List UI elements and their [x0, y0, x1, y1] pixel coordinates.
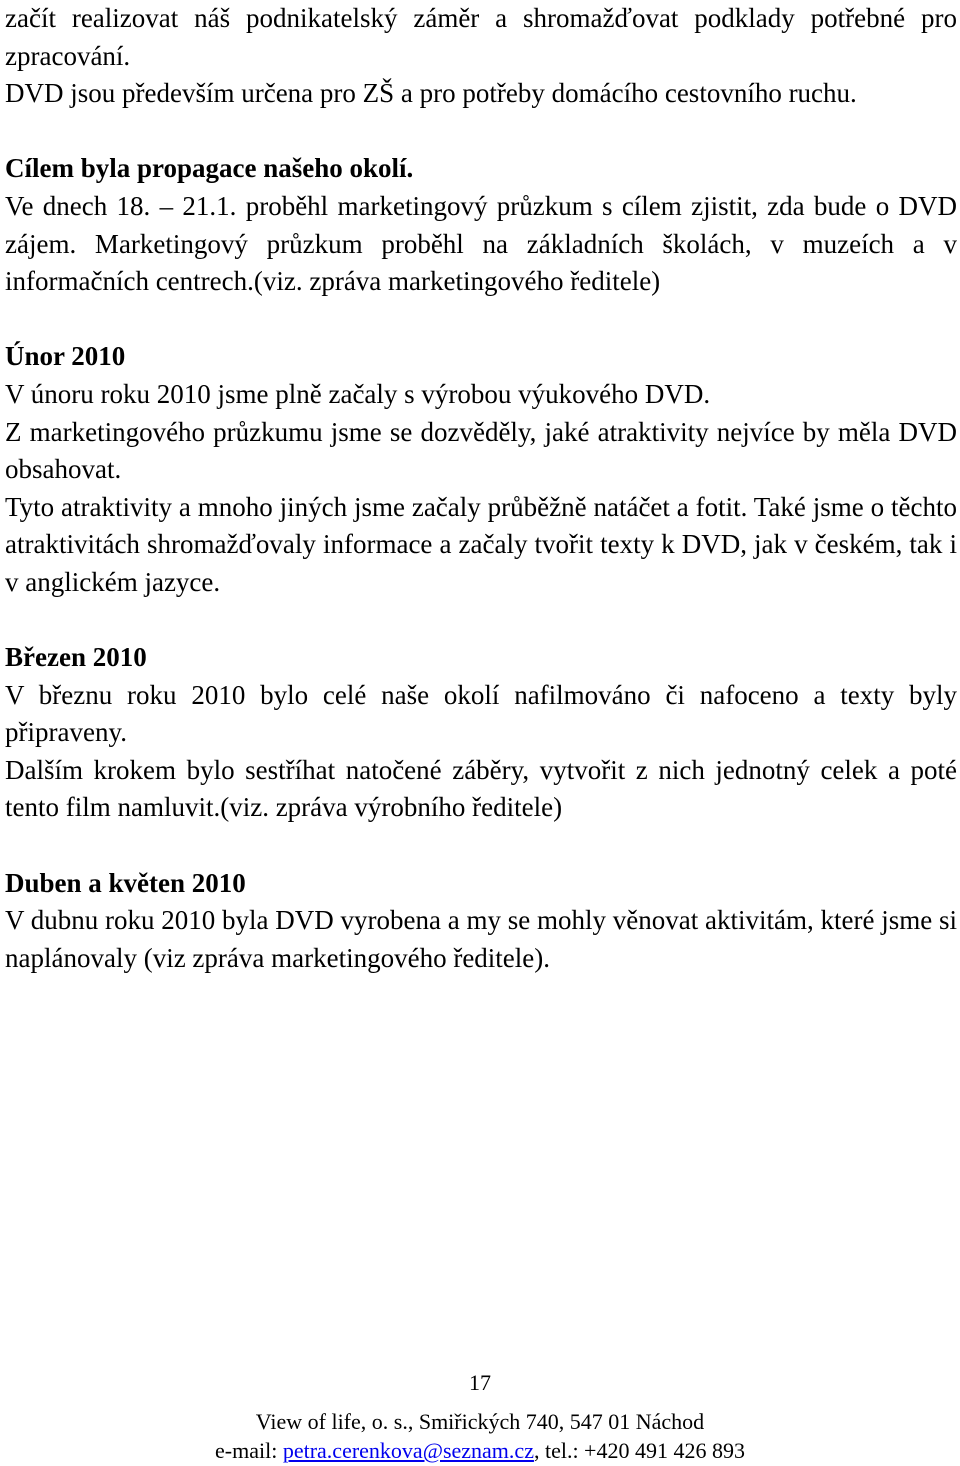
spacer	[5, 301, 957, 339]
footer-address: View of life, o. s., Smiřických 740, 547 01 Náchod	[255, 1409, 705, 1434]
paragraph-april-may: V dubnu roku 2010 byla DVD vyrobena a my se mohly věnovat aktivitám, které jsme si naplánovaly (viz zpráva marketingového ředitele).	[5, 905, 957, 973]
spacer	[5, 602, 957, 640]
paragraph-intro-1: začít realizovat náš podnikatelský záměr a shromažďovat podklady potřebné pro zpracování.	[5, 3, 957, 71]
footer-contact	[0, 1438, 960, 1464]
document-body	[5, 0, 957, 977]
phone-text: , tel.: +420 491 426 893	[533, 1438, 745, 1463]
paragraph-goal: Ve dnech 18. – 21.1. proběhl marketingový průzkum s cílem zjistit, zda bude o DVD zájem. Marketingový průzkum proběhl na základních školách, v muzeích a v informačních centrech.(viz. zpráva marketingového ředitele)	[5, 190, 957, 297]
paragraph-intro-2: DVD jsou především určena pro ZŠ a pro potřeby domácího cestovního ruchu.	[5, 78, 857, 109]
heading-march: Březen 2010	[5, 642, 147, 673]
page-number: 17	[469, 1370, 491, 1395]
email-link[interactable]: petra.cerenkova@seznam.cz	[282, 1438, 534, 1463]
paragraph-march-1: V březnu roku 2010 bylo celé naše okolí nafilmováno či nafoceno a texty byly připraveny.	[5, 679, 957, 748]
paragraph-february-1: V únoru roku 2010 jsme plně začaly s výrobou výukového DVD.	[5, 378, 711, 409]
email-label: e-mail:	[215, 1438, 283, 1463]
paragraph-february-3: Tyto atraktivity a mnoho jiných jsme začaly průběžně natáčet a fotit. Také jsme o těchto atraktivitách shromažďovaly informace a začaly tvořit texty k DVD, jak v českém, tak i v anglickém jazyce.	[5, 491, 957, 597]
paragraph-march-2: Dalším krokem bylo sestříhat natočené záběry, vytvořit z nich jednotný celek a poté tento film namluvit.(viz. zpráva výrobního ředitele)	[5, 754, 957, 823]
spacer	[5, 827, 957, 865]
heading-goal: Cílem byla propagace našeho okolí.	[5, 153, 414, 184]
heading-april-may: Duben a květen 2010	[5, 867, 246, 898]
spacer	[5, 113, 957, 151]
paragraph-february-2: Z marketingového průzkumu jsme se dozvěděly, jaké atraktivity nejvíce by měla DVD obsahovat.	[5, 416, 957, 485]
heading-february: Únor 2010	[5, 341, 126, 372]
